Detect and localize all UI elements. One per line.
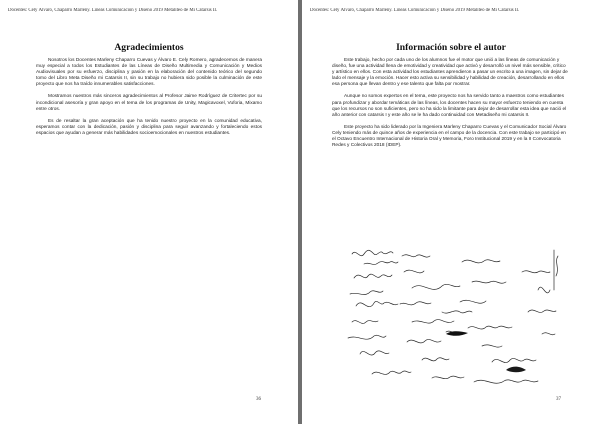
paragraph: Es de resaltar la gran aceptación que ha tenido nuestro proyecto en la comunidad educativa, esperamos contar con la dedicación, pasión y disciplina para seguir avanzando y fortaleciendo estos espacios que ayudan a generar más habilidades socioemocionales en nuestros estudiantes. bbox=[36, 118, 262, 136]
signature-stroke bbox=[348, 335, 386, 339]
signature-stroke bbox=[432, 376, 464, 379]
signature-stroke bbox=[528, 310, 556, 312]
signature-stroke bbox=[354, 274, 392, 278]
signature-stroke bbox=[554, 250, 558, 290]
signature-stroke bbox=[442, 311, 472, 313]
signature-blot bbox=[506, 367, 526, 373]
page-number: 37 bbox=[556, 397, 561, 402]
page-title: Información sobre el autor bbox=[396, 42, 506, 53]
page-body bbox=[36, 58, 262, 143]
signature-stroke bbox=[472, 281, 506, 283]
signature-stroke bbox=[364, 262, 398, 265]
signature-stroke bbox=[372, 371, 411, 374]
signature-stroke bbox=[462, 260, 500, 263]
signature-stroke bbox=[482, 345, 502, 347]
signature-stroke bbox=[352, 250, 393, 256]
signature-stroke bbox=[350, 291, 383, 295]
paragraph: Nosotros los Docentes Marleny Chaparro Cuevas y Álvaro E. Cely Romero, agradecemos de manera muy especial a todos los Estudiantes de las Líneas de Diseño Multimedia y Comunicación y Medios Audiovisuales por su esfuerzo, disciplina y pasión en la elaboración del contenido teórico del segundo tomo del Libro Meta Diseño mi Catarsis II, sin su trabajo no hubiera sido posible la culminación de este proyecto que nos ha traído innumerables satisfacciones. bbox=[36, 58, 262, 88]
signature-collage bbox=[342, 242, 572, 397]
signature-stroke bbox=[412, 284, 460, 289]
signature-stroke bbox=[412, 320, 454, 324]
signature-stroke bbox=[407, 339, 441, 342]
page-number: 36 bbox=[256, 397, 261, 402]
signature-stroke bbox=[538, 287, 550, 293]
signature-stroke bbox=[492, 358, 536, 362]
signature-stroke bbox=[360, 351, 389, 355]
page-title: Agradecimientos bbox=[114, 42, 184, 53]
signature-stroke bbox=[542, 333, 555, 335]
left-page bbox=[0, 0, 298, 424]
signature-blot bbox=[446, 331, 468, 336]
signature-stroke bbox=[474, 380, 538, 383]
signature-stroke bbox=[422, 358, 449, 361]
right-page bbox=[302, 0, 600, 424]
signature-stroke bbox=[352, 321, 378, 324]
paragraph: Este trabajo, hecho por cada uno de los alumnos fue el motor que unió a las líneas de comunicación y diseño, fue una actividad llena de emotividad y creatividad que activó y desarrolló un nivel más sensible, crítico y artístico en ellos. Con esta actividad los estudiantes aprendieron a pasar un escrito a una imagen, sin dejar de lado el mensaje y la emoción. Hacer esto activa su sensibilidad y habilidad de creación, desarrollando en ellos esa persona que llevan dentro y ese talento que falta por mostrar. bbox=[332, 58, 568, 88]
signature-stroke bbox=[522, 271, 550, 273]
running-header: Docentes: Cely Álvaro, Chaparro Marleny. Líneas Comunicación y Diseño 2019 Metaliteo de Mi Catarsis II. bbox=[310, 8, 520, 13]
signature-stroke bbox=[400, 302, 431, 305]
paragraph: Mostramos nuestros más sinceros agradecimientos al Profesor Jaime Rodríguez de Critertec por su incondicional asesoría y gran apoyo en el tema de los programas de Unity, Magicavoxel, Vuforia, Mixamo entre otros. bbox=[36, 94, 262, 112]
signature-stroke bbox=[356, 301, 398, 306]
paragraph: Este proyecto ha sido liderado por la Ingeniera Marleny Chaparro Cuevas y el Comunicador Social Álvaro Cely teniendo más de quince años de experiencia en el campo de la docencia. Con este trabajo se participó en el Octavo Encuentro Internacional de Historia Oral y Memoria, Foro Institucional 2019 y en la II Convocatoria Redes y Colectivos 2018 (IDEP). bbox=[332, 124, 567, 149]
paragraph: Aunque no somos expertos en el tema, este proyecto nos ha servido tanto a maestros como estudiantes para profundizar y abordar temáticas de las líneas, los docentes hacen su mayor esfuerzo teniendo en cuenta que los recursos no son suficientes, pero no ha sido la limitante para dejar de desarrollar esta idea que nació el año anterior con catarsis I y este año se le ha dado continuidad con Metadiseño mi catarsis II. bbox=[332, 94, 567, 118]
signature-stroke bbox=[460, 300, 486, 303]
signature-stroke bbox=[402, 255, 430, 257]
signature-stroke bbox=[404, 270, 424, 273]
running-header: Docentes: Cely Álvaro, Chaparro Marleny. Líneas Comunicación y Diseño 2019 Metaliteo de Mi Catarsis II. bbox=[8, 8, 218, 13]
page-body bbox=[332, 58, 568, 155]
signature-stroke bbox=[468, 326, 512, 329]
